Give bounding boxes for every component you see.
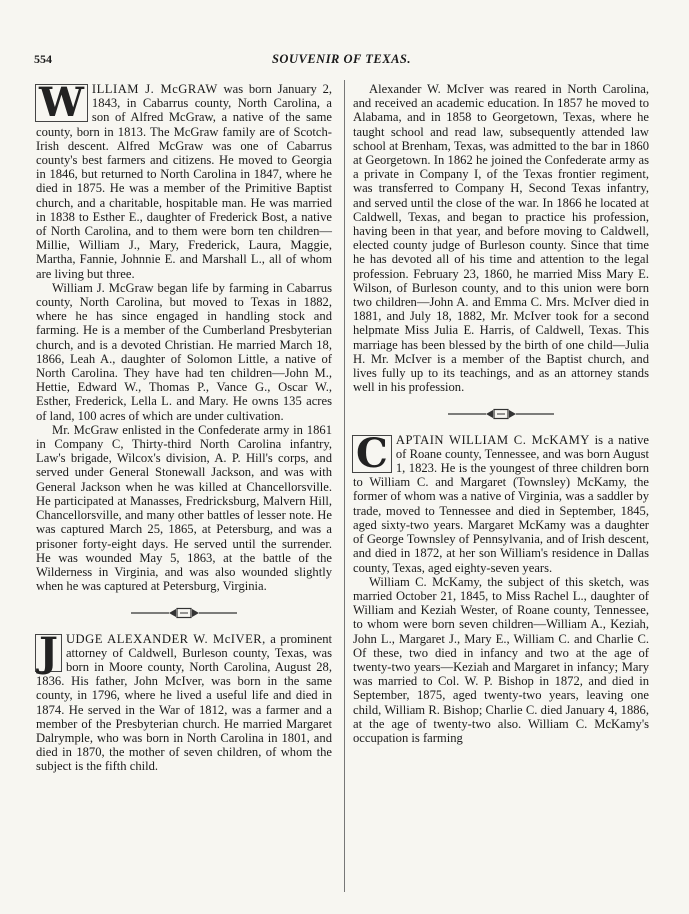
running-title: SOUVENIR OF TEXAS. [271, 52, 412, 66]
bio-text: a prominent attorney of Caldwell, Burleson county, Texas, was born in Moore county, North Carolina, August 28, 1836. His father, John McIver, was born in the same county, in 1796, where he lived a useful life and died in 1874. He served in the War of 1812, was a farmer and a member of the Presbyterian church. He married Margaret Dalrymple, who was born in North Carolina in 1801, and died in 1870, the mother of seven children, of whom the subject is the fifth child. [36, 631, 332, 774]
bio-alexander-mciver-cont [353, 82, 649, 394]
bio-alexander-mciver [36, 628, 332, 774]
page-number: 554 [34, 52, 52, 66]
bio-paragraph: William J. McGraw began life by farming in Cabarrus county, North Carolina, but moved to Texas in 1882, where he has since engaged in handling stock and farming. He is a member of the Cumberland Presbyterian church, and is a devoted Christian. He married March 18, 1866, Leah A., daughter of Solomon Little, a native of North Carolina. They have had ten children—John M., Hettie, Edward W., Thomas P., Vance G., Oscar W., Esther, Frederick, Lella L. and Mary. He owns 135 acres of land, 100 acres of which are under cultivation. [36, 280, 332, 423]
bio-name: ILLIAM J. McGRAW [91, 82, 218, 96]
bio-paragraph [353, 429, 649, 575]
bio-paragraph: Mr. McGraw enlisted in the Confederate army in 1861 in Company C, Thirty-third North Carolina infantry, Law's brigade, Wilcox's division, A. P. Hill's corps, and served under General Stonewall Jackson, and was with General Jackson when he was killed at Chancellorsville. He participated at Manasses, Fredricksburg, Malvern Hill, Chancellorsville, and many other battles of lesser note. He was captured March 25, 1865, at Petersburg, and was a prisoner forty-eight days. He served until the surrender. He was wounded May 5, 1863, at the battle of the Wilderness in Virginia, and was also wounded slightly when he was captured at Petersburg, Virginia. [36, 422, 332, 594]
section-ornament [353, 406, 649, 420]
left-column [36, 79, 333, 774]
dropcap-j: J [35, 634, 62, 672]
bio-paragraph [36, 79, 333, 281]
dropcap-c: C [352, 435, 392, 473]
bio-william-mckamy [353, 429, 649, 745]
bio-paragraph: Alexander W. McIver was reared in North Carolina, and received an academic education. In 1857 he moved to Alabama, and in 1858 to Georgetown, Texas, where he taught school and read law, subsequently attended law school at Brenham, Texas, was admitted to the bar in 1860 at Georgetown. In 1862 he joined the Confederate army as a private in Company I, of the Texas frontier regiment, was transferred to Company H, Second Texas infantry, and served until the close of the war. In 1866 he located at Caldwell, Texas, and began to practice his profession, having been in that year, and before moving to Caldwell, elected county judge of Burleson county. Since that time he has devoted all of his time and attention to the legal profession. February 23, 1860, he married Miss Mary E. Wilson, of Burleson county, and to this union were born two children—John A. and Emma C. Mrs. McIver died in 1881, and July 18, 1882, Mr. McIver took for a second helpmate Miss Julia E. Harris, of Caldwell, Texas. This marriage has been blessed by the birth of one child—Julia H. Mr. McIver is a member of the Baptist church, and lives fully up to its teachings, and as an attorney stands well in his profession. [353, 82, 649, 395]
section-ornament [36, 605, 332, 619]
bio-text: was born January 2, 1843, in Cabarrus county, North Carolina, a son of Alfred McGraw, a native of the same county, born in 1813. The McGraw family are of Scotch-Irish descent. Alfred McGraw was one of Cabarrus county's best farmers and citizens. He moved to Georgia in 1846, but returned to North Carolina in 1847, where he died in 1875. He was a member of the Primitive Baptist church, and a charitable, hospitable man. He was married in 1838 to Esther E., daughter of Frederick Bost, a native of North Carolina, and to them were born ten children—Millie, William J., Mary, Frederick, Laura, Maggie, Martha, Fannie, Johnnie E. and Marshall L., all of whom are living but three. [36, 82, 333, 281]
column-divider [344, 80, 345, 892]
bio-name: APTAIN WILLIAM C. McKAMY [395, 432, 590, 447]
ornament-icon [446, 408, 556, 420]
bio-paragraph [36, 628, 332, 774]
bio-william-mcgraw [36, 79, 333, 594]
bio-paragraph: William C. McKamy, the subject of this sketch, was married October 21, 1845, to Miss Rachel L., daughter of William and Keziah Wester, of Roane county, Tennessee, to whom were born seven children—William A., Keziah, John L., Margaret J., Mary E., William C. and Charlie C. Of these, two died in infancy and two at the age of twenty-two years—Keziah and Margaret in infancy; Mary was married to Col. W. P. Bishop in 1872, and died in September, 1875, aged twenty-two years, leaving one child, William R. Bishop; Charlie C. died January 4, 1886, at the age of twenty-two also. William C. McKamy's occupation is farming [353, 574, 649, 745]
right-column [353, 82, 649, 745]
bio-text: is a native of Roane county, Tennessee, and was born August 1, 1823. He is the youngest of three children born to William C. and Margaret (Townsley) McKamy, the former of whom was a native of Virginia, was a saddler by trade, moved to Tennessee and died in September, 1845, aged sixty-two years. Margaret McKamy was a daughter of George Townsley of Pennsylvania, and of Irish descent, and died in 1872, at her son William's residence in Dallas county, Texas, aged eighty-seven years. [353, 432, 649, 575]
bio-name: UDGE ALEXANDER W. McIVER, [65, 631, 266, 646]
dropcap-w: W [35, 84, 88, 122]
ornament-icon [129, 607, 239, 619]
running-header [34, 52, 649, 70]
